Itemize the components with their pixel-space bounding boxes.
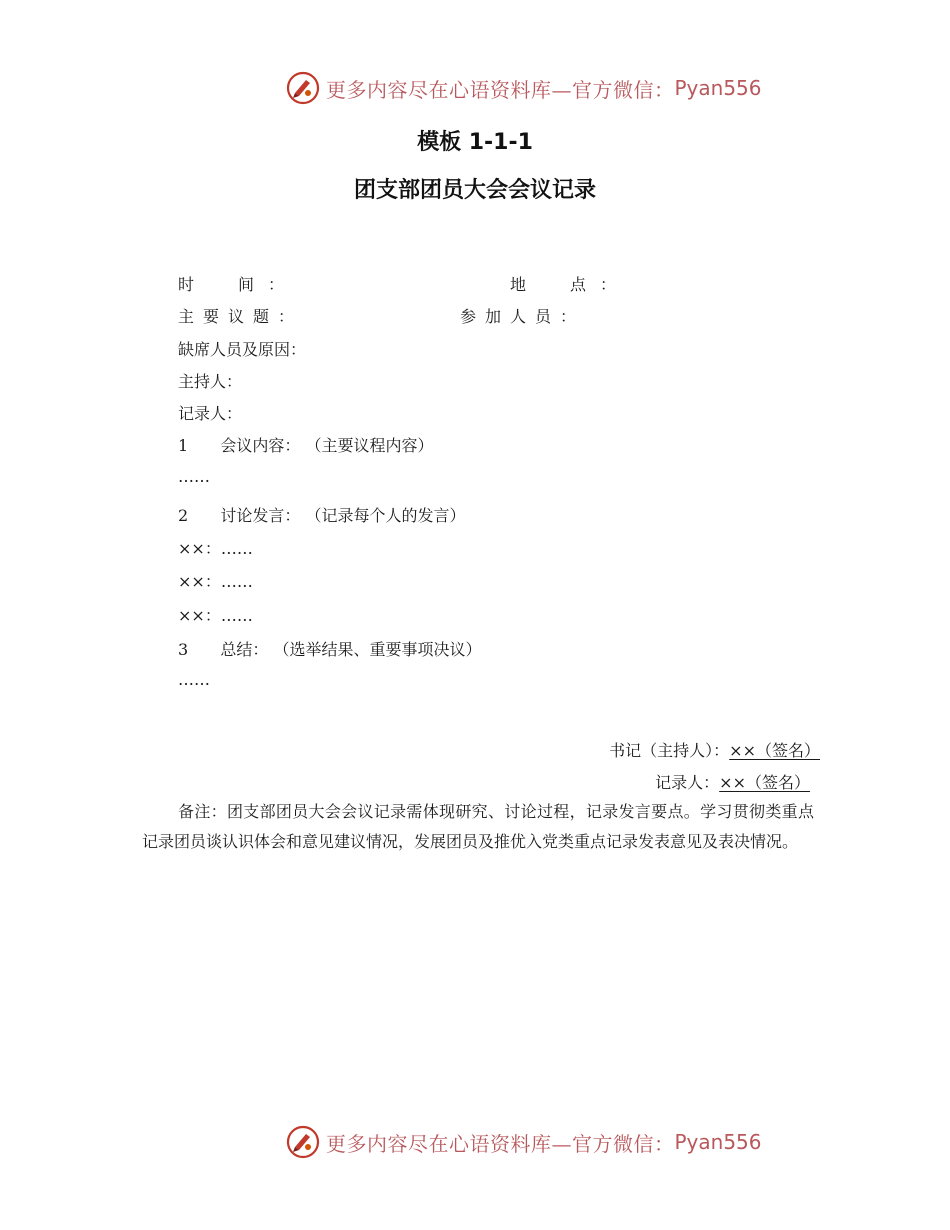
field-recorder: 记录人： bbox=[178, 404, 243, 423]
signature-secretary bbox=[609, 738, 820, 761]
signature-recorder-label: 记录人： bbox=[655, 773, 720, 792]
banner-text: 更多内容尽在心语资料库—官方微信： bbox=[326, 1131, 675, 1156]
template-number: 模板 1-1-1 bbox=[417, 130, 533, 155]
field-topic: 主要议题： bbox=[178, 307, 304, 326]
watermark-banner-bottom bbox=[286, 1124, 762, 1160]
section-hint: （主要议程内容） bbox=[305, 436, 434, 455]
remark-paragraph: 备注：团支部团员大会会议记录需体现研究、讨论过程，记录发言要点。学习贯彻类重点记录团员谈认识体会和意见建议情况，发展团员及推优入党类重点记录发表意见及表决情况。 bbox=[142, 802, 814, 851]
logo-icon bbox=[286, 71, 320, 105]
section-number: 2 bbox=[178, 506, 189, 525]
section-hint: （记录每个人的发言） bbox=[305, 506, 466, 525]
signature-secretary-label: 书记（主持人）： bbox=[609, 741, 730, 760]
section-label: 总结： bbox=[220, 640, 269, 659]
section-label: 讨论发言： bbox=[220, 506, 301, 525]
section-heading-3 bbox=[178, 637, 482, 660]
section-heading-2 bbox=[178, 503, 466, 526]
signature-secretary-value: ××（签名） bbox=[729, 741, 820, 760]
section-label: 会议内容： bbox=[220, 436, 301, 455]
section-number: 1 bbox=[178, 436, 189, 455]
logo-icon bbox=[286, 1125, 320, 1159]
field-host: 主持人： bbox=[178, 372, 243, 391]
section-body-line: …… bbox=[178, 467, 210, 486]
field-place: 地 点： bbox=[510, 275, 631, 294]
section-number: 3 bbox=[178, 640, 189, 659]
section-body-line: ××：…… bbox=[178, 539, 253, 558]
section-body-line: ××：…… bbox=[178, 572, 253, 591]
watermark-banner-top bbox=[286, 70, 762, 106]
signature-recorder-value: ××（签名） bbox=[719, 773, 810, 792]
banner-wechat-id: Pyan556 bbox=[674, 1130, 762, 1154]
field-time: 时 间： bbox=[178, 275, 299, 294]
field-attendees: 参加人员： bbox=[460, 307, 586, 326]
section-body-line: ××：…… bbox=[178, 606, 253, 625]
section-heading-1 bbox=[178, 433, 434, 456]
section-hint: （选举结果、重要事项决议） bbox=[273, 640, 482, 659]
document-title: 团支部团员大会会议记录 bbox=[353, 178, 596, 203]
field-absent: 缺席人员及原因： bbox=[178, 340, 307, 359]
signature-recorder bbox=[655, 770, 810, 793]
banner-text: 更多内容尽在心语资料库—官方微信： bbox=[326, 77, 675, 102]
banner-wechat-id: Pyan556 bbox=[674, 76, 762, 100]
section-body-line: …… bbox=[178, 670, 210, 689]
